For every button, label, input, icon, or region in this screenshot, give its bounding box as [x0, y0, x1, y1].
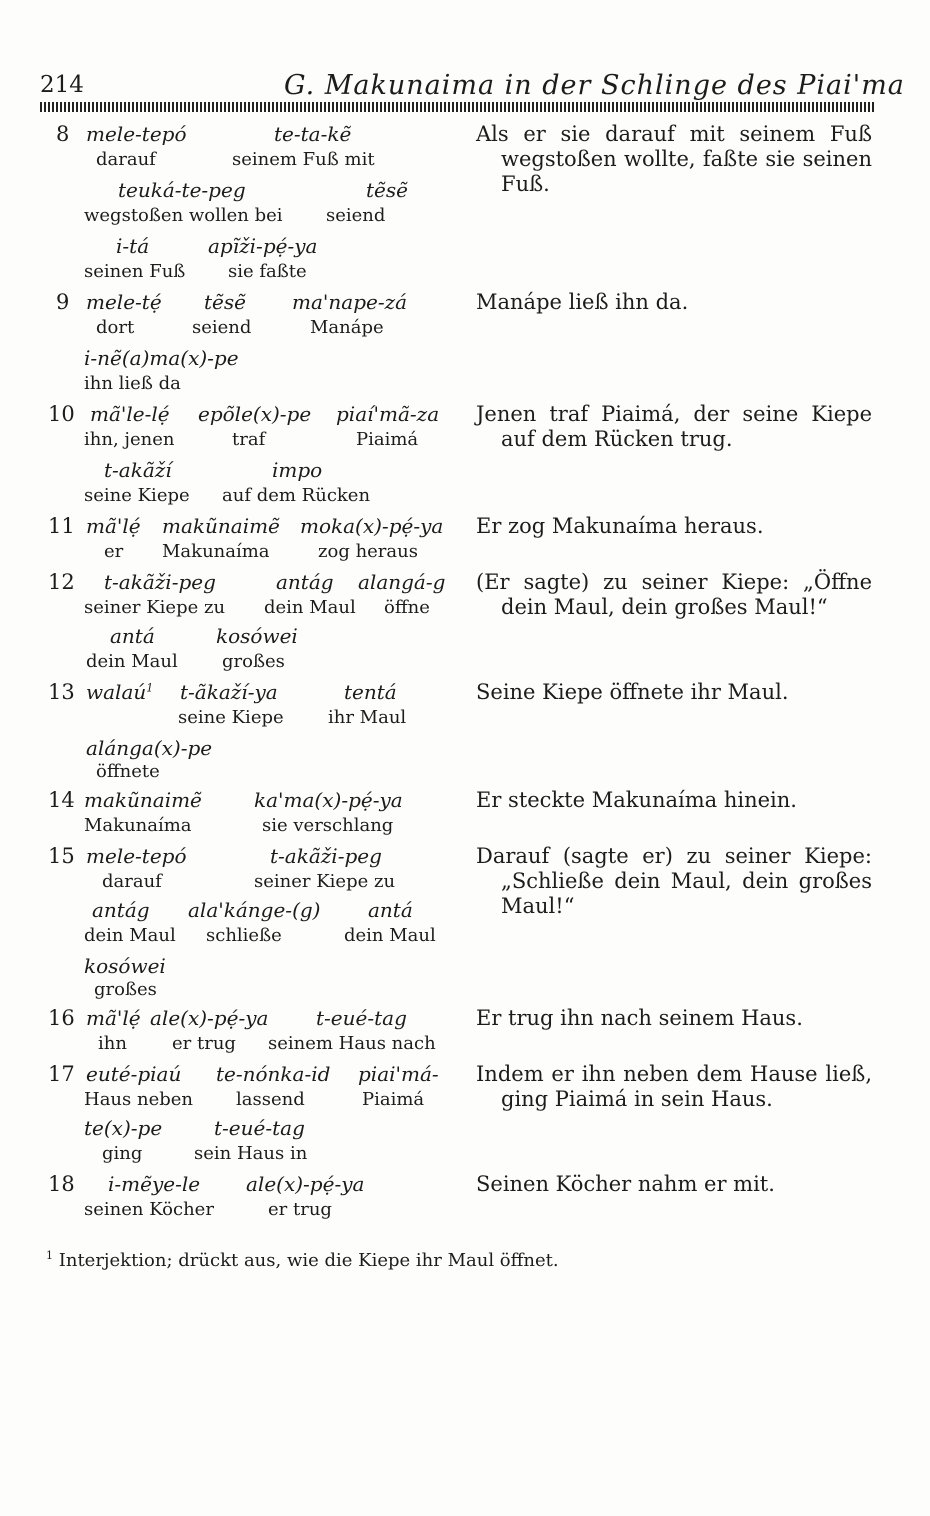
original-word: te-ta-kẽ — [274, 122, 352, 146]
gloss-word: Piaimá — [362, 1089, 425, 1110]
line-number: 16 — [48, 1006, 75, 1030]
gloss-word: Haus neben — [84, 1089, 193, 1110]
original-word: t-akãži-peg — [104, 570, 216, 594]
translation: Seinen Köcher nahm er mit. — [476, 1172, 775, 1196]
original-word: apĩži-pẹ́-ya — [208, 234, 318, 258]
gloss-word: seinem Haus nach — [268, 1033, 436, 1054]
original-word: mele-tepó — [86, 122, 187, 146]
original-word: kosówei — [216, 624, 298, 648]
original-word: makũnaimẽ — [162, 514, 280, 538]
line-number: 14 — [48, 788, 75, 812]
original-word: te-nónka-id — [216, 1062, 331, 1086]
original-word: i-nẽ(a)ma(x)-pe — [84, 346, 239, 370]
translation: Als er sie darauf mit seinem Fuß wegstoßen wollte, faßte sie seinen Fuß. — [476, 122, 872, 196]
gloss-word: seiner Kiepe zu — [254, 871, 396, 892]
gloss-word: er trug — [268, 1199, 332, 1220]
footnote-text: Interjektion; drückt aus, wie die Kiepe ihr Maul öffnet. — [58, 1250, 559, 1271]
gloss-word: seine Kiepe — [84, 485, 190, 506]
original-word: t-ãkaží-ya — [180, 680, 278, 704]
original-word: ka'ma(x)-pẹ́-ya — [254, 788, 403, 812]
original-word: ala'kánge-(g) — [188, 898, 321, 922]
line-number: 12 — [48, 570, 75, 594]
line-number: 9 — [56, 290, 70, 314]
original-word: teuká-te-peg — [118, 178, 246, 202]
gloss-word: Makunaíma — [162, 541, 270, 562]
line-number: 11 — [48, 514, 75, 538]
gloss-word: dein Maul — [264, 597, 356, 618]
gloss-word: seiend — [192, 317, 252, 338]
gloss-word: auf dem Rücken — [222, 485, 371, 506]
original-word: kosówei — [84, 954, 166, 978]
line-number: 13 — [48, 680, 75, 704]
gloss-word: sein Haus in — [194, 1143, 308, 1164]
gloss-word: wegstoßen wollen bei — [84, 205, 283, 226]
gloss-word: darauf — [102, 871, 162, 892]
gloss-word: großes — [94, 979, 157, 1000]
gloss-word: Makunaíma — [84, 815, 192, 836]
original-word: piaí'mã-za — [336, 402, 440, 426]
original-word: tentá — [344, 680, 397, 704]
gloss-word: traf — [232, 429, 266, 450]
gloss-word: seinen Köcher — [84, 1199, 214, 1220]
original-word: mã'lẹ́ — [86, 514, 141, 538]
original-word: epõle(x)-pe — [198, 402, 312, 426]
original-word: i-mẽye-le — [108, 1172, 201, 1196]
gloss-word: dort — [96, 317, 135, 338]
original-word: antág — [276, 570, 334, 594]
original-word: antá — [368, 898, 413, 922]
original-word: walaú$^1$ — [86, 680, 154, 704]
original-word: tẽsẽ — [366, 178, 408, 202]
original-word: antá — [110, 624, 155, 648]
gloss-word: dein Maul — [344, 925, 436, 946]
header-rule — [40, 102, 875, 112]
gloss-word: seinen Fuß — [84, 261, 186, 282]
original-word: makũnaimẽ — [84, 788, 202, 812]
gloss-word: seiner Kiepe zu — [84, 597, 226, 618]
original-word: alánga(x)-pe — [86, 736, 213, 760]
original-word: alangá-g — [358, 570, 446, 594]
translation: Indem er ihn neben dem Hause ließ, ging Piaimá in sein Haus. — [476, 1062, 872, 1111]
gloss-word: ihn ließ da — [84, 373, 181, 394]
gloss-word: Manápe — [310, 317, 384, 338]
original-word: moka(x)-pẹ́-ya — [300, 514, 444, 538]
gloss-word: seinem Fuß mit — [232, 149, 375, 170]
original-word: t-akãži-peg — [270, 844, 382, 868]
gloss-word: lassend — [236, 1089, 305, 1110]
gloss-word: er — [104, 541, 124, 562]
translation: Er trug ihn nach seinem Haus. — [476, 1006, 803, 1030]
translation: Seine Kiepe öffnete ihr Maul. — [476, 680, 789, 704]
gloss-word: ihn, jenen — [84, 429, 175, 450]
original-word: te(x)-pe — [84, 1116, 163, 1140]
original-word: ale(x)-pẹ́-ya — [246, 1172, 365, 1196]
original-word: mele-tẹ́ — [86, 290, 162, 314]
gloss-word: darauf — [96, 149, 156, 170]
original-word: ma'nape-zá — [292, 290, 408, 314]
original-word: mã'le-lẹ́ — [90, 402, 170, 426]
page-number: 214 — [40, 72, 84, 98]
gloss-word: zog heraus — [318, 541, 418, 562]
original-word: mele-tepó — [86, 844, 187, 868]
gloss-word: dein Maul — [84, 925, 176, 946]
gloss-word: großes — [222, 651, 285, 672]
gloss-word: sie verschlang — [262, 815, 394, 836]
translation: Er steckte Makunaíma hinein. — [476, 788, 797, 812]
original-word: euté-piaú — [86, 1062, 182, 1086]
running-title: G. Makunaima in der Schlinge des Piai'ma — [284, 70, 905, 101]
gloss-word: ihr Maul — [328, 707, 407, 728]
gloss-word: sie faßte — [228, 261, 307, 282]
translation: (Er sagte) zu seiner Kiepe: „Öffne dein Maul, dein großes Maul!“ — [476, 570, 872, 619]
translation: Jenen traf Piaimá, der seine Kiepe auf dem Rücken trug. — [476, 402, 872, 451]
original-word: impo — [272, 458, 323, 482]
gloss-word: öffne — [384, 597, 430, 618]
original-word: i-tá — [116, 234, 150, 258]
footnote-marker: 1 — [146, 681, 154, 695]
footnote-marker: 1 — [46, 1249, 53, 1262]
original-word: piai'má- — [358, 1062, 439, 1086]
gloss-word: ging — [102, 1143, 143, 1164]
gloss-word: dein Maul — [86, 651, 178, 672]
translation: Er zog Makunaíma heraus. — [476, 514, 764, 538]
gloss-word: seine Kiepe — [178, 707, 284, 728]
gloss-word: schließe — [206, 925, 282, 946]
translation: Darauf (sagte er) zu seiner Kiepe: „Schließe dein Maul, dein großes Maul!“ — [476, 844, 872, 918]
original-word: t-akãží — [104, 458, 172, 482]
gloss-word: ihn — [98, 1033, 127, 1054]
original-word: ale(x)-pẹ́-ya — [150, 1006, 269, 1030]
footnote — [46, 1250, 559, 1271]
line-number: 15 — [48, 844, 75, 868]
gloss-word: seiend — [326, 205, 386, 226]
gloss-word: Piaimá — [356, 429, 419, 450]
line-number: 8 — [56, 122, 70, 146]
original-word: tẽsẽ — [204, 290, 246, 314]
original-word: t-eué-tag — [316, 1006, 407, 1030]
original-word: antág — [92, 898, 150, 922]
line-number: 17 — [48, 1062, 75, 1086]
original-word: t-eué-tag — [214, 1116, 305, 1140]
gloss-word: öffnete — [96, 761, 160, 782]
line-number: 18 — [48, 1172, 75, 1196]
translation: Manápe ließ ihn da. — [476, 290, 689, 314]
gloss-word: er trug — [172, 1033, 236, 1054]
line-number: 10 — [48, 402, 75, 426]
original-word: mã'lẹ́ — [86, 1006, 141, 1030]
